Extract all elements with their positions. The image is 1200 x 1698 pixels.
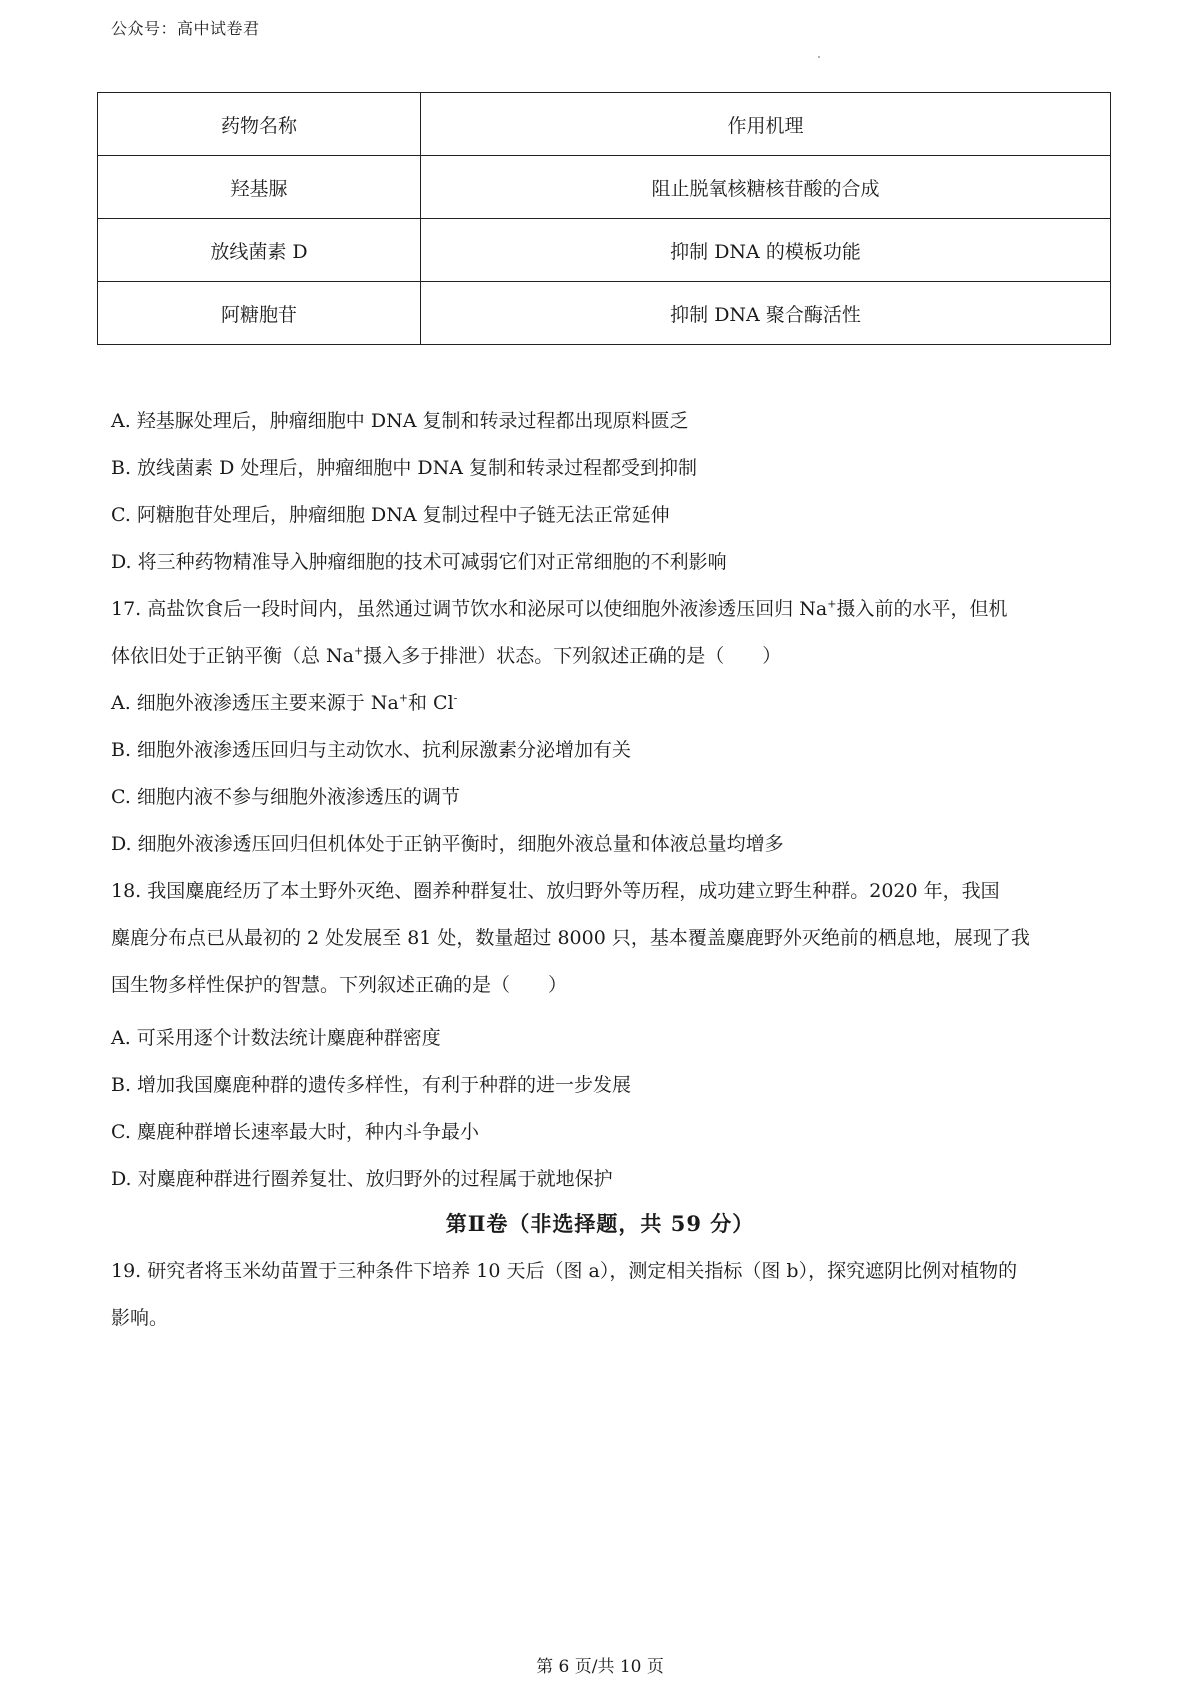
q18-option-b: B. 增加我国麋鹿种群的遗传多样性，有利于种群的进一步发展 (111, 1074, 632, 1096)
table-header-cell: 药物名称 (98, 93, 421, 156)
q18-option-d: D. 对麋鹿种群进行圈养复壮、放归野外的过程属于就地保护 (111, 1168, 613, 1190)
table-cell: 抑制 DNA 的模板功能 (421, 219, 1111, 282)
table-header-cell: 作用机理 (421, 93, 1111, 156)
q16-option-d: D. 将三种药物精准导入肿瘤细胞的技术可减弱它们对正常细胞的不利影响 (111, 551, 727, 573)
q19-stem-line2: 影响。 (111, 1307, 169, 1329)
table-cell: 阿糖胞苷 (98, 282, 421, 345)
q17-option-c: C. 细胞内液不参与细胞外液渗透压的调节 (111, 786, 460, 808)
q17-option-d: D. 细胞外液渗透压回归但机体处于正钠平衡时，细胞外液总量和体液总量均增多 (111, 833, 784, 855)
option-text: 和 Cl (408, 692, 454, 714)
q18-stem-line3: 国生物多样性保护的智慧。下列叙述正确的是（ ） (111, 974, 568, 996)
q18-option-a: A. 可采用逐个计数法统计麋鹿种群密度 (111, 1027, 441, 1049)
section-title: 第Ⅱ卷（非选择题，共 59 分） (445, 1211, 755, 1236)
q17-stem-text: 体依旧处于正钠平衡（总 Na (111, 645, 354, 667)
superscript: + (827, 597, 837, 611)
table-row (98, 219, 1111, 282)
q18-option-c: C. 麋鹿种群增长速率最大时，种内斗争最小 (111, 1121, 479, 1143)
q16-option-b: B. 放线菌素 D 处理后，肿瘤细胞中 DNA 复制和转录过程都受到抑制 (111, 457, 698, 479)
table-row (98, 156, 1111, 219)
table-cell: 放线菌素 D (98, 219, 421, 282)
q18-stem-line2: 麋鹿分布点已从最初的 2 处发展至 81 处，数量超过 8000 只，基本覆盖麋鹿野外灭绝前的栖息地，展现了我 (111, 927, 1030, 949)
q18-stem-line1: 18. 我国麋鹿经历了本土野外灭绝、圈养种群复壮、放归野外等历程，成功建立野生种群。2020 年，我国 (111, 880, 1000, 902)
q17-stem-text: 17. 高盐饮食后一段时间内，虽然通过调节饮水和泌尿可以使细胞外液渗透压回归 Na (111, 598, 828, 620)
option-text: A. 细胞外液渗透压主要来源于 Na (111, 692, 399, 714)
drug-table (97, 92, 1111, 345)
superscript: - (453, 691, 458, 705)
speck (818, 56, 820, 58)
q17-stem-text: 摄入前的水平，但机 (836, 598, 1008, 620)
table-cell: 羟基脲 (98, 156, 421, 219)
table-row (98, 282, 1111, 345)
table-header-row (98, 93, 1111, 156)
superscript: + (354, 644, 364, 658)
page-number: 第 6 页/共 10 页 (536, 1657, 664, 1677)
q17-option-a (111, 687, 457, 719)
q17-stem-text: 摄入多于排泄）状态。下列叙述正确的是（ ） (363, 645, 782, 667)
q17-stem-line2 (111, 640, 781, 672)
q16-option-a: A. 羟基脲处理后，肿瘤细胞中 DNA 复制和转录过程都出现原料匮乏 (111, 410, 689, 432)
header-source: 公众号：高中试卷君 (111, 19, 260, 38)
q17-option-b: B. 细胞外液渗透压回归与主动饮水、抗利尿激素分泌增加有关 (111, 739, 632, 761)
table-cell: 阻止脱氧核糖核苷酸的合成 (421, 156, 1111, 219)
q16-option-c: C. 阿糖胞苷处理后，肿瘤细胞 DNA 复制过程中子链无法正常延伸 (111, 504, 670, 526)
q19-stem-line1: 19. 研究者将玉米幼苗置于三种条件下培养 10 天后（图 a），测定相关指标（图 b），探究遮阴比例对植物的 (111, 1260, 1018, 1282)
table-cell: 抑制 DNA 聚合酶活性 (421, 282, 1111, 345)
superscript: + (398, 691, 409, 705)
q17-stem-line1 (111, 593, 1008, 625)
